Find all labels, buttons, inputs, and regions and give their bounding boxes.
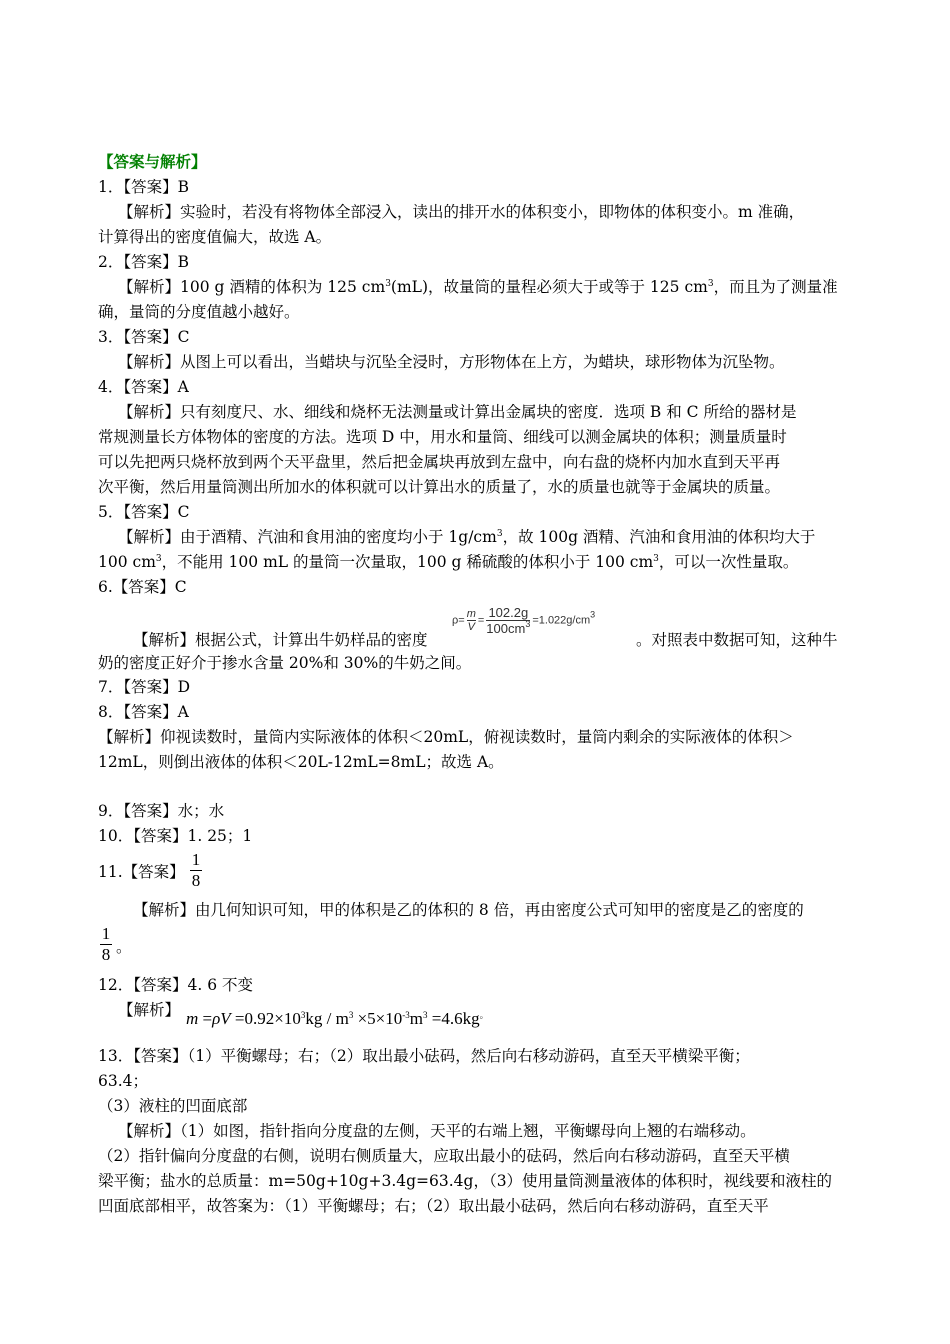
q12-equation: $m =\rho V =0.92\times 10^3kg / m^3 \times 5\times 10^{-3}m^3 =4.6kg^。$ xyxy=(186,1009,489,1028)
q13-explanation-line2: （2）指针偏向分度盘的右侧，说明右侧质量大，应取出最小的砝码，然后向右移动游码，直至天平横 xyxy=(98,1147,790,1165)
q6-explanation-line2: 奶的密度正好介于掺水含量 20%和 30%的牛奶之间。 xyxy=(98,654,472,672)
q11-explanation-line2: 。 xyxy=(116,938,132,956)
q3-explanation-line1: 【解析】从图上可以看出，当蜡块与沉坠全浸时，方形物体在上方，为蜡块，球形物体为沉坠物。 xyxy=(118,353,785,371)
q13-answer-line3: （3）液柱的凹面底部 xyxy=(98,1097,248,1115)
q11-fraction: 1 8 xyxy=(191,850,201,890)
q10-answer: 10．【答案】1. 25；1 xyxy=(98,827,253,845)
q1-explanation-line1: 【解析】实验时，若没有将物体全部浸入，读出的排开水的体积变小，即物体的体积变小。m 准确， xyxy=(118,203,805,221)
q4-explanation-line4: 次平衡，然后用量筒测出所加水的体积就可以计算出水的质量了，水的质量也就等于金属块的质量。 xyxy=(98,478,781,496)
density-formula: ρ= $\frac{m}{V}$ = $\frac{102.2g}{100cm^3}$ $=1.022g/cm^3$ xyxy=(452,605,596,636)
q8-answer: 8．【答案】A xyxy=(98,703,189,721)
q13-explanation-line1: 【解析】（1）如图，指针指向分度盘的左侧，天平的右端上翘，平衡螺母向上翘的右端移动。 xyxy=(118,1122,756,1140)
q4-answer: 4．【答案】A xyxy=(98,378,189,396)
q2-explanation-line1: 【解析】100 g 酒精的体积为 125 $cm^3(mL)$，故量筒的量程必须大于或等于 125 $cm^3$，而且为了测量准 xyxy=(118,278,838,296)
q3-answer: 3．【答案】C xyxy=(98,328,190,346)
q1-answer: 1．【答案】B xyxy=(98,178,190,196)
q6-explanation-line1a: 【解析】根据公式，计算出牛奶样品的密度 xyxy=(133,631,428,649)
q2-answer: 2．【答案】B xyxy=(98,253,190,271)
q2-explanation-line2: 确，量筒的分度值越小越好。 xyxy=(98,303,300,321)
q4-explanation-line1: 【解析】只有刻度尺、水、细线和烧杯无法测量或计算出金属块的密度．选项 B 和 C 所给的器材是 xyxy=(118,403,797,421)
q6-answer: 6.【答案】C xyxy=(98,578,187,596)
q9-answer: 9．【答案】水；水 xyxy=(98,802,225,820)
q13-answer-line2: 63.4； xyxy=(98,1072,149,1090)
q8-explanation-line2: 12mL，则倒出液体的体积＜20L-12mL=8mL；故选 A。 xyxy=(98,753,504,771)
q13-answer-line1: 13．【答案】（1）平衡螺母；右；（2）取出最小砝码，然后向右移动游码，直至天平横梁平衡； xyxy=(98,1047,750,1065)
q8-explanation-line1: 【解析】仰视读数时，量筒内实际液体的体积＜20mL，俯视读数时，量筒内剩余的实际液体的体积＞ xyxy=(98,728,794,746)
q12-explanation-label: 【解析】 xyxy=(118,1001,181,1019)
q5-explanation-line1: 【解析】由于酒精、汽油和食用油的密度均小于 $1g/cm^3$，故 100g 酒精、汽油和食用油的体积均大于 xyxy=(118,528,816,546)
q13-explanation-line4: 凹面底部相平，故答案为：（1）平衡螺母；右；（2）取出最小砝码，然后向右移动游码，直至天平 xyxy=(98,1197,769,1215)
q1-explanation-line2: 计算得出的密度值偏大，故选 A。 xyxy=(98,228,332,246)
q11-explanation-fraction: 1 8 xyxy=(101,924,111,964)
section-title: 【答案与解析】 xyxy=(98,152,207,171)
q12-answer: 12．【答案】4. 6 不变 xyxy=(98,976,253,994)
q4-explanation-line3: 可以先把两只烧杯放到两个天平盘里，然后把金属块再放到左盘中，向右盘的烧杯内加水直到天平再 xyxy=(98,453,781,471)
q13-explanation-line3: 梁平衡；盐水的总质量：m=50g+10g+3.4g=63.4g，（3）使用量筒测量液体的体积时，视线要和液柱的 xyxy=(98,1172,833,1190)
q7-answer: 7．【答案】D xyxy=(98,678,191,696)
q4-explanation-line2: 常规测量长方体物体的密度的方法。选项 D 中，用水和量筒、细线可以测金属块的体积；测量质量时 xyxy=(98,428,787,446)
q11-answer: 11.【答案】 xyxy=(98,863,185,881)
q5-explanation-line2: 100 $cm^3$，不能用 100 mL 的量筒一次量取，100 g 稀硫酸的体积小于 100 $cm^3$，可以一次性量取。 xyxy=(98,553,799,571)
q11-explanation-line1: 【解析】由几何知识可知，甲的体积是乙的体积的 8 倍，再由密度公式可知甲的密度是乙的密度的 xyxy=(133,901,804,919)
q5-answer: 5．【答案】C xyxy=(98,503,190,521)
q6-explanation-line1b: 。对照表中数据可知，这种牛 xyxy=(636,631,838,649)
